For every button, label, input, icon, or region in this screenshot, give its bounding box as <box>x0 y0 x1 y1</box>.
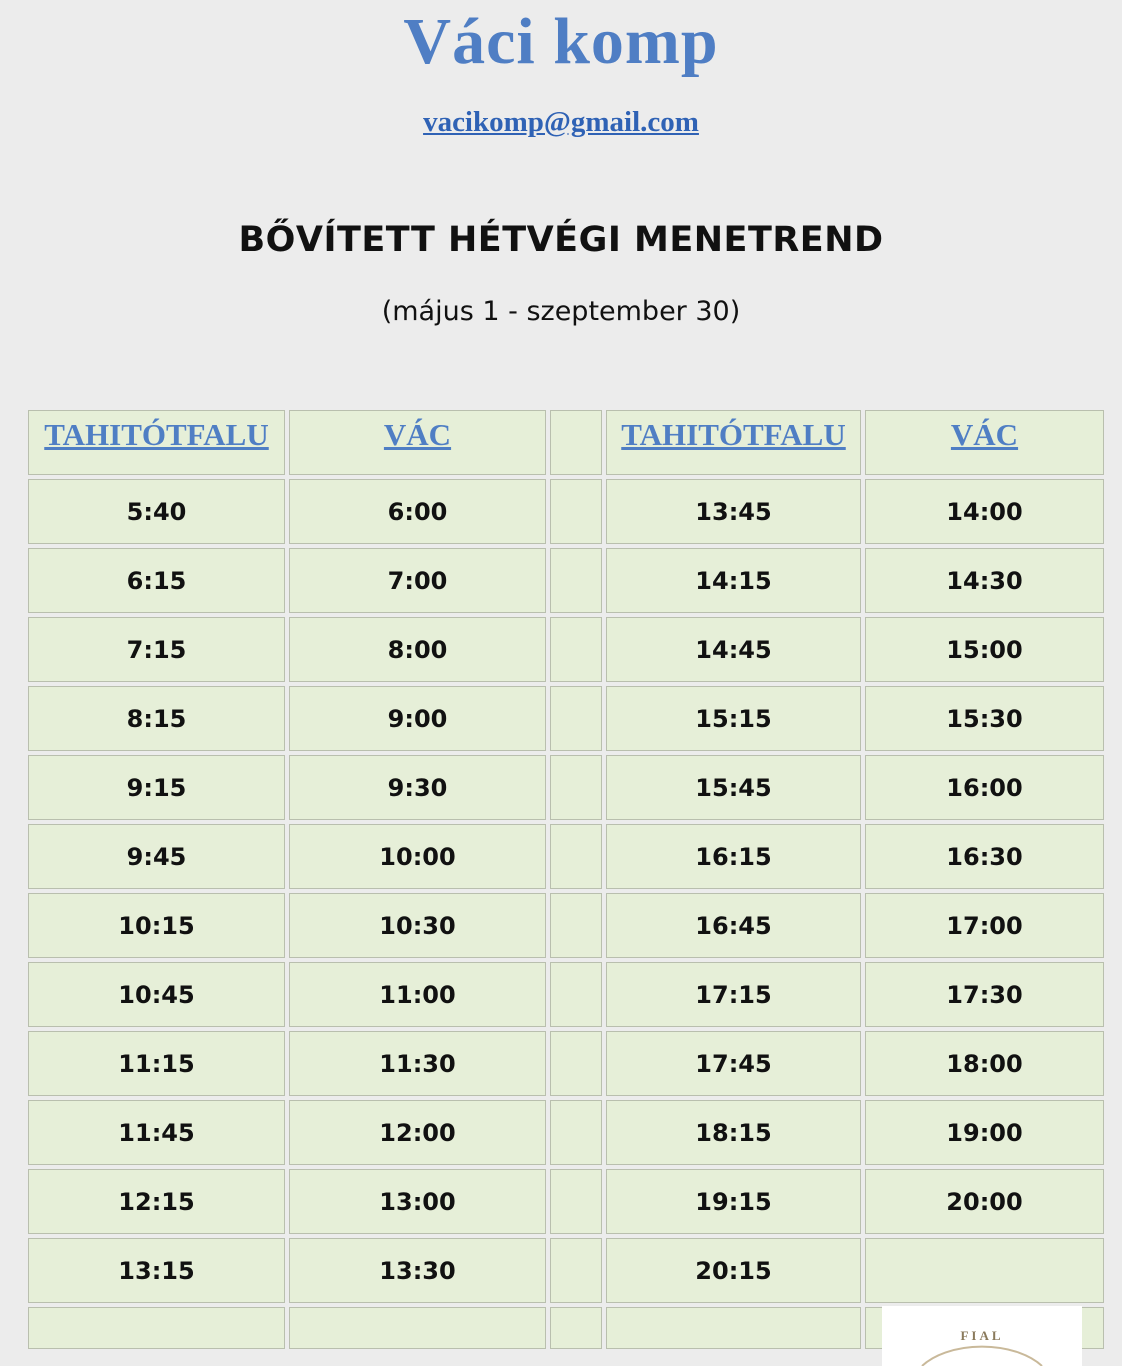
departure-vac: 20:00 <box>865 1169 1104 1234</box>
departure-tahitotfalu: 10:15 <box>28 893 285 958</box>
spacer-cell <box>550 1100 602 1165</box>
departure-vac: 9:30 <box>289 755 546 820</box>
schedule-table <box>24 406 1108 1353</box>
schedule-heading: BŐVÍTETT HÉTVÉGI MENETREND <box>238 220 884 260</box>
empty-cell <box>606 1307 861 1349</box>
departure-vac: 14:00 <box>865 479 1104 544</box>
table-row <box>28 686 1104 751</box>
departure-tahitotfalu: 17:45 <box>606 1031 861 1096</box>
table-row <box>28 893 1104 958</box>
departure-tahitotfalu: 11:15 <box>28 1031 285 1096</box>
spacer-cell <box>550 479 602 544</box>
departure-vac: 7:00 <box>289 548 546 613</box>
departure-vac: 13:00 <box>289 1169 546 1234</box>
spacer-cell <box>550 1238 602 1303</box>
departure-vac: 16:00 <box>865 755 1104 820</box>
departure-vac: 17:00 <box>865 893 1104 958</box>
empty-cell <box>28 1307 285 1349</box>
page-title: Váci komp <box>403 5 719 78</box>
column-header-tahitotfalu[interactable]: TAHITÓTFALU <box>621 417 846 452</box>
table-row <box>28 548 1104 613</box>
spacer-cell <box>550 1307 602 1349</box>
spacer-cell <box>550 755 602 820</box>
departure-vac: 15:00 <box>865 617 1104 682</box>
departure-tahitotfalu: 5:40 <box>28 479 285 544</box>
departure-tahitotfalu: 6:15 <box>28 548 285 613</box>
departure-tahitotfalu: 9:15 <box>28 755 285 820</box>
spacer-cell <box>550 1169 602 1234</box>
departure-tahitotfalu: 16:45 <box>606 893 861 958</box>
table-row <box>28 1100 1104 1165</box>
departure-tahitotfalu: 17:15 <box>606 962 861 1027</box>
table-row <box>28 962 1104 1027</box>
departure-tahitotfalu: 16:15 <box>606 824 861 889</box>
departure-tahitotfalu: 15:15 <box>606 686 861 751</box>
departure-vac: 12:00 <box>289 1100 546 1165</box>
departure-tahitotfalu: 20:15 <box>606 1238 861 1303</box>
spacer-cell <box>550 1031 602 1096</box>
table-row <box>28 479 1104 544</box>
departure-vac: 11:30 <box>289 1031 546 1096</box>
departure-tahitotfalu: 18:15 <box>606 1100 861 1165</box>
departure-vac <box>865 1238 1104 1303</box>
svg-text:FIAL: FIAL <box>960 1328 1004 1343</box>
table-row <box>28 824 1104 889</box>
column-header-tahitotfalu[interactable]: TAHITÓTFALU <box>44 417 269 452</box>
departure-vac: 18:00 <box>865 1031 1104 1096</box>
table-row <box>28 1238 1104 1303</box>
departure-vac: 14:30 <box>865 548 1104 613</box>
table-row <box>28 617 1104 682</box>
table-row <box>28 1031 1104 1096</box>
spacer-cell <box>550 962 602 1027</box>
spacer-cell <box>550 410 602 475</box>
spacer-cell <box>550 548 602 613</box>
departure-tahitotfalu: 8:15 <box>28 686 285 751</box>
column-header-vac[interactable]: VÁC <box>383 417 452 452</box>
departure-vac: 16:30 <box>865 824 1104 889</box>
departure-tahitotfalu: 10:45 <box>28 962 285 1027</box>
departure-vac: 6:00 <box>289 479 546 544</box>
header-cell <box>28 410 285 475</box>
departure-vac: 11:00 <box>289 962 546 1027</box>
spacer-cell <box>550 893 602 958</box>
departure-vac: 13:30 <box>289 1238 546 1303</box>
email-link[interactable]: vacikomp@gmail.com <box>423 106 699 138</box>
departure-tahitotfalu: 12:15 <box>28 1169 285 1234</box>
departure-tahitotfalu: 13:15 <box>28 1238 285 1303</box>
departure-vac: 19:00 <box>865 1100 1104 1165</box>
departure-tahitotfalu: 14:15 <box>606 548 861 613</box>
spacer-cell <box>550 686 602 751</box>
departure-tahitotfalu: 11:45 <box>28 1100 285 1165</box>
departure-tahitotfalu: 19:15 <box>606 1169 861 1234</box>
email-container <box>0 106 1122 139</box>
departure-vac: 15:30 <box>865 686 1104 751</box>
empty-cell <box>289 1307 546 1349</box>
departure-tahitotfalu: 7:15 <box>28 617 285 682</box>
departure-vac: 17:30 <box>865 962 1104 1027</box>
empty-cell <box>865 1307 1104 1349</box>
departure-tahitotfalu: 13:45 <box>606 479 861 544</box>
header-cell <box>865 410 1104 475</box>
departure-tahitotfalu: 15:45 <box>606 755 861 820</box>
departure-vac: 8:00 <box>289 617 546 682</box>
departure-vac: 9:00 <box>289 686 546 751</box>
table-row <box>28 755 1104 820</box>
table-row <box>28 1307 1104 1349</box>
schedule-period: (május 1 - szeptember 30) <box>381 296 741 327</box>
column-header-vac[interactable]: VÁC <box>950 417 1019 452</box>
header-cell <box>606 410 861 475</box>
stamp-image <box>882 1306 1082 1366</box>
departure-tahitotfalu: 14:45 <box>606 617 861 682</box>
spacer-cell <box>550 824 602 889</box>
departure-vac: 10:00 <box>289 824 546 889</box>
header-cell <box>289 410 546 475</box>
table-row <box>28 1169 1104 1234</box>
table-header-row <box>28 410 1104 475</box>
spacer-cell <box>550 617 602 682</box>
departure-vac: 10:30 <box>289 893 546 958</box>
departure-tahitotfalu: 9:45 <box>28 824 285 889</box>
